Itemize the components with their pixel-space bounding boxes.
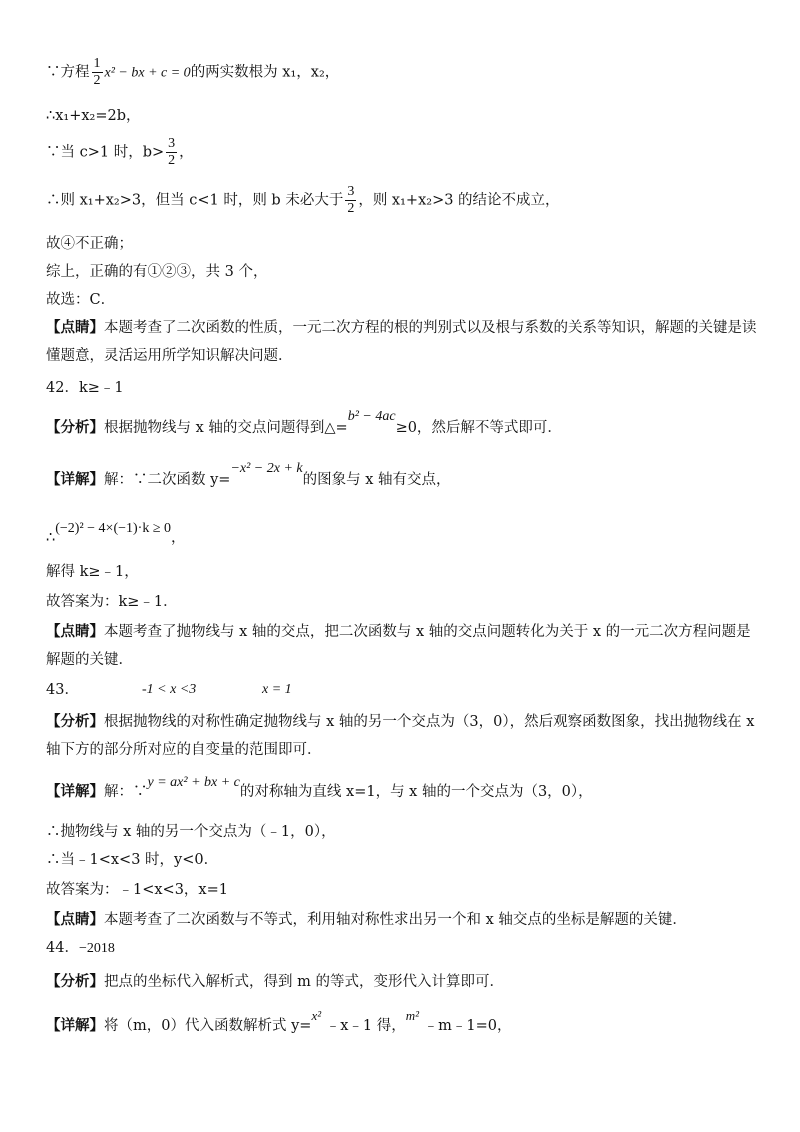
comment-tag: 【点睛】: [46, 319, 104, 336]
line-1: [46, 56, 760, 89]
line-14: 故答案为：k≥﹣1．: [46, 594, 178, 610]
line-7: 故选：C．: [46, 292, 116, 308]
fraction-three-halves: $\frac{3}{2}$: [347, 184, 355, 216]
l3-text-a: ∵当 c>1 时，b>: [46, 144, 165, 161]
line-8-comment: [46, 314, 760, 370]
question-43: [46, 680, 760, 700]
line-6: 综上，正确的有①②③，共 3 个，: [46, 264, 268, 280]
fraction-one-half: $\frac{1}{2}$: [93, 56, 101, 88]
q44-number: 44．: [46, 940, 79, 956]
line-12: [46, 518, 760, 546]
l11-text-b: 的图象与 x 轴有交点，: [302, 472, 451, 488]
comment-tag: 【点睛】: [46, 911, 104, 928]
l18-text-b: 的对称轴为直线 x=1，与 x 轴的一个交点为（3，0），: [239, 784, 593, 800]
l12-text-a: ∴: [46, 530, 56, 546]
question-42: 42．k≥﹣1: [46, 380, 124, 396]
q44-answer: −2018: [78, 941, 115, 956]
l25-text-c: ﹣m﹣1=0，: [419, 1018, 512, 1034]
m-squared: m²: [405, 1008, 420, 1023]
comment-tag: 【点睛】: [46, 623, 104, 640]
line-15-comment: [46, 618, 760, 674]
l1-text-a: ∵方程: [46, 64, 90, 81]
line-4: [46, 184, 760, 217]
line-2: ∴x₁+x₂=2b，: [46, 108, 141, 124]
x-squared: x²: [311, 1008, 322, 1023]
line-13: 解得 k≥﹣1，: [46, 564, 139, 580]
q43-number: 43．: [46, 682, 79, 698]
line-24-analysis: [46, 972, 760, 992]
function-expression: −x² − 2x + k: [230, 461, 303, 476]
l11-text-a: 解：∵二次函数 y=: [104, 472, 231, 488]
comment-text: 本题考查了二次函数与不等式，利用轴对称性求出另一个和 x 轴交点的坐标是解题的关键．: [104, 912, 687, 928]
line-11-detail: [46, 461, 760, 491]
l4-text-a: ∴则 x₁+x₂>3，但当 c<1 时，则 b 未必大于: [46, 192, 344, 209]
line-5: 故④不正确；: [46, 236, 133, 252]
line-3: [46, 136, 760, 169]
l3-text-b: ，: [179, 144, 194, 161]
l18-text-a: 解：∵: [104, 784, 148, 800]
line-21: 故答案为：﹣1<x<3，x=1: [46, 882, 228, 898]
comment-text: 本题考查了二次函数的性质，一元二次方程的根的判别式以及根与系数的关系等知识，解题的关键是读懂题意，灵活运用所学知识解决问题．: [46, 320, 757, 364]
line-20: ∴当﹣1<x<3 时，y<0．: [46, 852, 219, 868]
line-17-analysis: [46, 708, 760, 764]
analysis-tag: 【分析】: [46, 713, 104, 730]
detail-tag: 【详解】: [46, 783, 104, 800]
l12-text-b: ，: [171, 530, 186, 546]
line-25-detail: [46, 1008, 760, 1036]
l25-text-b: ﹣x﹣1 得，: [321, 1018, 406, 1034]
q43-answer-2: x = 1: [262, 682, 292, 697]
equation: x² − bx + c = 0: [104, 65, 191, 81]
line-19: ∴抛物线与 x 轴的另一个交点为（﹣1，0），: [46, 824, 336, 840]
line-22-comment: [46, 910, 760, 930]
inequality-expression: (−2)² − 4×(−1)·k ≥ 0: [55, 521, 172, 536]
l1-text-b: 的两实数根为 x₁，x₂，: [190, 64, 340, 81]
line-18-detail: [46, 775, 760, 803]
l4-text-b: ，则 x₁+x₂>3 的结论不成立，: [358, 192, 560, 209]
analysis-text: 把点的坐标代入解析式，得到 m 的等式，变形代入计算即可．: [104, 974, 504, 990]
analysis-tag: 【分析】: [46, 419, 104, 436]
discriminant-expression: b² − 4ac: [347, 409, 396, 424]
parabola-expression: y = ax² + bx + c: [147, 775, 240, 790]
question-44: [46, 938, 760, 959]
l10-text-a: 根据抛物线与 x 轴的交点问题得到△=: [104, 420, 348, 436]
fraction-three-halves: $\frac{3}{2}$: [168, 136, 176, 168]
detail-tag: 【详解】: [46, 1017, 104, 1034]
comment-text: 本题考查了抛物线与 x 轴的交点，把二次函数与 x 轴的交点问题转化为关于 x 的一元二次方程问题是解题的关键．: [46, 624, 751, 668]
analysis-text: 根据抛物线的对称性确定抛物线与 x 轴的另一个交点为（3，0），然后观察函数图象，找出抛物线在 x 轴下方的部分所对应的自变量的范围即可．: [46, 714, 755, 758]
q43-answer-1: -1 < x <3: [142, 682, 197, 697]
l10-text-b: ≥0，然后解不等式即可．: [395, 420, 562, 436]
line-10-analysis: [46, 409, 760, 439]
detail-tag: 【详解】: [46, 471, 104, 488]
analysis-tag: 【分析】: [46, 973, 104, 990]
l25-text-a: 将（m，0）代入函数解析式 y=: [104, 1018, 312, 1034]
